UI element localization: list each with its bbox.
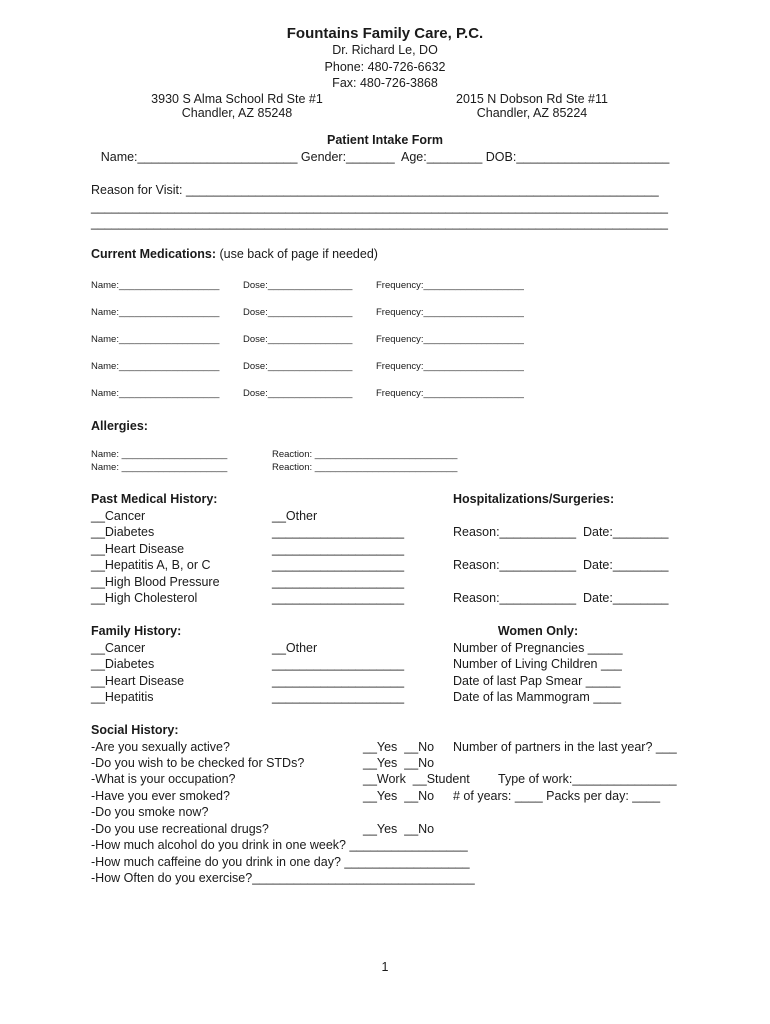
address-right-street: 2015 N Dobson Rd Ste #11	[456, 92, 608, 106]
sh-caffeine[interactable]: -How much caffeine do you drink in one day? __________________	[91, 855, 470, 869]
pmh-other-blank-4[interactable]: ___________________	[272, 575, 405, 589]
page-number: 1	[381, 960, 389, 974]
doctor-name: Dr. Richard Le, DO	[332, 43, 438, 57]
medication-1-dose[interactable]: Dose:________________	[243, 280, 353, 291]
address-right-city: Chandler, AZ 85224	[476, 106, 588, 120]
sh-ever-smoked-yes-no[interactable]: __Yes __No	[363, 789, 435, 803]
reason-line-2[interactable]: ___________________________________________________________________________________	[91, 200, 669, 214]
medication-5-name[interactable]: Name:___________________	[91, 388, 220, 399]
fh-other-blank-1[interactable]: ___________________	[272, 657, 405, 671]
medication-3-dose[interactable]: Dose:________________	[243, 334, 353, 345]
sh-years-packs[interactable]: # of years: ____ Packs per day: ____	[453, 789, 661, 803]
sh-work-student[interactable]: __Work __Student	[363, 772, 470, 786]
allergies-heading: Allergies:	[91, 419, 148, 433]
social-history-heading: Social History:	[91, 723, 179, 737]
wo-living-children[interactable]: Number of Living Children ___	[453, 657, 622, 671]
sh-recreational-drugs: -Do you use recreational drugs?	[91, 822, 269, 836]
sh-drugs-yes-no[interactable]: __Yes __No	[363, 822, 435, 836]
sh-sexually-active-yes-no[interactable]: __Yes __No	[363, 740, 435, 754]
fh-heart-disease[interactable]: __Heart Disease	[91, 674, 185, 688]
medication-2-dose[interactable]: Dose:________________	[243, 307, 353, 318]
medication-3-frequency[interactable]: Frequency:___________________	[376, 334, 524, 345]
wo-mammogram[interactable]: Date of las Mammogram ____	[453, 690, 622, 704]
sh-smoke-now: -Do you smoke now?	[91, 805, 209, 819]
hospitalization-2[interactable]: Reason:___________ Date:________	[453, 558, 669, 572]
medication-1-frequency[interactable]: Frequency:___________________	[376, 280, 524, 291]
past-medical-heading: Past Medical History:	[91, 492, 218, 506]
pmh-other-blank-3[interactable]: ___________________	[272, 558, 405, 572]
sh-ever-smoked: -Have you ever smoked?	[91, 789, 230, 803]
medication-4-name[interactable]: Name:___________________	[91, 361, 220, 372]
medication-5-dose[interactable]: Dose:________________	[243, 388, 353, 399]
practice-name: Fountains Family Care, P.C.	[286, 25, 484, 42]
pmh-hepatitis[interactable]: __Hepatitis A, B, or C	[91, 558, 211, 572]
pmh-other[interactable]: __Other	[272, 509, 318, 523]
sh-std-check-yes-no[interactable]: __Yes __No	[363, 756, 435, 770]
medication-5-frequency[interactable]: Frequency:___________________	[376, 388, 524, 399]
sh-partners[interactable]: Number of partners in the last year? ___	[453, 740, 677, 754]
address-left-street: 3930 S Alma School Rd Ste #1	[151, 92, 323, 106]
patient-info-line[interactable]: Name:_______________________ Gender:_______ Age:________ DOB:______________________	[100, 150, 670, 164]
family-history-heading: Family History:	[91, 624, 182, 638]
medication-2-name[interactable]: Name:___________________	[91, 307, 220, 318]
form-title: Patient Intake Form	[327, 133, 443, 147]
allergy-2-name[interactable]: Name: ____________________	[91, 462, 228, 473]
sh-alcohol[interactable]: -How much alcohol do you drink in one week? _________________	[91, 838, 468, 852]
medication-4-dose[interactable]: Dose:________________	[243, 361, 353, 372]
medication-3-name[interactable]: Name:___________________	[91, 334, 220, 345]
pmh-other-blank-2[interactable]: ___________________	[272, 542, 405, 556]
medications-heading	[91, 247, 378, 262]
wo-pap-smear[interactable]: Date of last Pap Smear _____	[453, 674, 621, 688]
fh-diabetes[interactable]: __Diabetes	[91, 657, 155, 671]
sh-std-check: -Do you wish to be checked for STDs?	[91, 756, 305, 770]
fh-other[interactable]: __Other	[272, 641, 318, 655]
sh-sexually-active: -Are you sexually active?	[91, 740, 230, 754]
reason-line-1[interactable]: Reason for Visit: ____________________________________________________________________	[91, 183, 659, 197]
fh-other-blank-2[interactable]: ___________________	[272, 674, 405, 688]
phone-number: Phone: 480-726-6632	[324, 60, 446, 74]
fh-other-blank-3[interactable]: ___________________	[272, 690, 405, 704]
sh-occupation: -What is your occupation?	[91, 772, 236, 786]
pmh-heart-disease[interactable]: __Heart Disease	[91, 542, 185, 556]
address-left-city: Chandler, AZ 85248	[181, 106, 293, 120]
fh-hepatitis[interactable]: __Hepatitis	[91, 690, 154, 704]
hospitalizations-heading: Hospitalizations/Surgeries:	[453, 492, 615, 506]
pmh-high-cholesterol[interactable]: __High Cholesterol	[91, 591, 198, 605]
fax-number: Fax: 480-726-3868	[332, 76, 438, 90]
allergy-1-name[interactable]: Name: ____________________	[91, 449, 228, 460]
medications-note: (use back of page if needed)	[219, 247, 378, 261]
hospitalization-3[interactable]: Reason:___________ Date:________	[453, 591, 669, 605]
medication-1-name[interactable]: Name:___________________	[91, 280, 220, 291]
allergy-1-reaction[interactable]: Reaction: ___________________________	[272, 449, 458, 460]
wo-pregnancies[interactable]: Number of Pregnancies _____	[453, 641, 623, 655]
sh-exercise[interactable]: -How Often do you exercise?________________________________	[91, 871, 475, 885]
allergy-2-reaction[interactable]: Reaction: ___________________________	[272, 462, 458, 473]
pmh-cancer[interactable]: __Cancer	[91, 509, 146, 523]
pmh-high-blood-pressure[interactable]: __High Blood Pressure	[91, 575, 220, 589]
medications-title: Current Medications:	[91, 247, 220, 261]
women-only-heading: Women Only:	[497, 624, 579, 638]
pmh-other-blank-1[interactable]: ___________________	[272, 525, 405, 539]
medication-4-frequency[interactable]: Frequency:___________________	[376, 361, 524, 372]
reason-line-3[interactable]: ___________________________________________________________________________________	[91, 216, 669, 230]
medication-2-frequency[interactable]: Frequency:___________________	[376, 307, 524, 318]
hospitalization-1[interactable]: Reason:___________ Date:________	[453, 525, 669, 539]
pmh-diabetes[interactable]: __Diabetes	[91, 525, 155, 539]
sh-type-of-work[interactable]: Type of work:_______________	[498, 772, 677, 786]
fh-cancer[interactable]: __Cancer	[91, 641, 146, 655]
pmh-other-blank-5[interactable]: ___________________	[272, 591, 405, 605]
